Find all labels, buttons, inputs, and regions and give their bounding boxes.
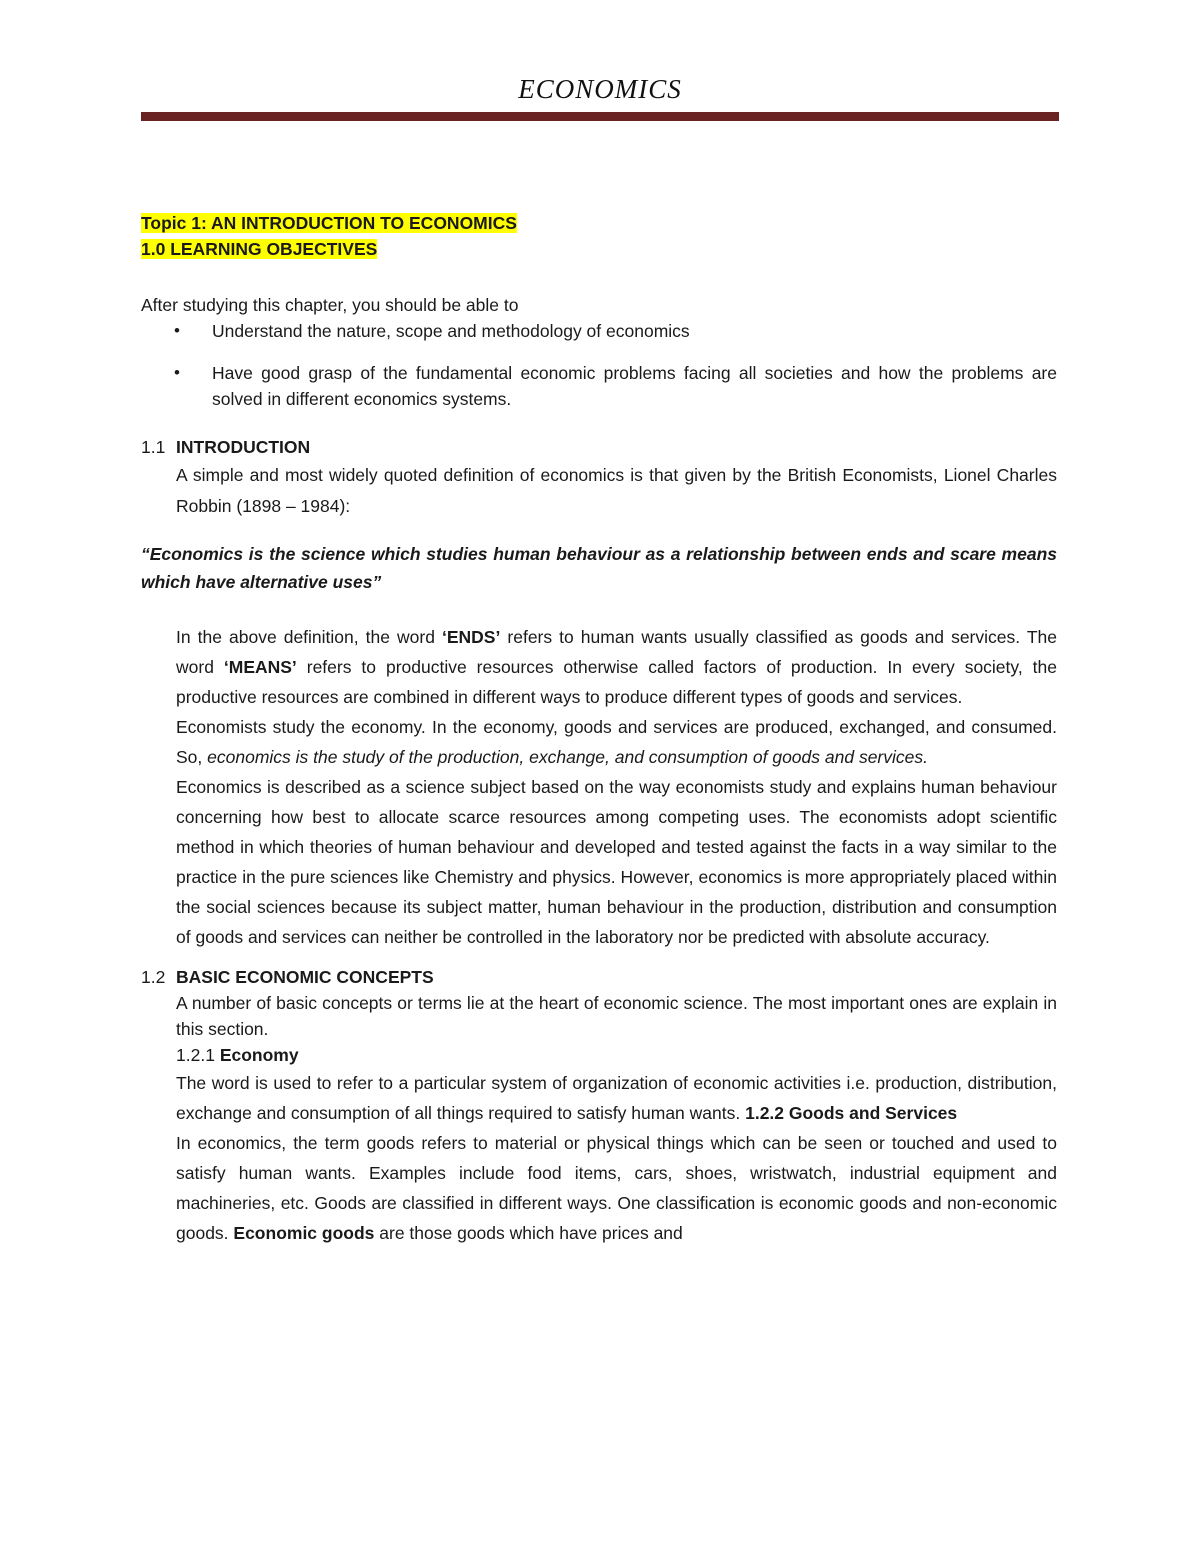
list-item xyxy=(141,360,1057,412)
subsection-economy-heading: 1.2.1 Economy xyxy=(176,1045,299,1065)
list-item xyxy=(141,318,1057,344)
topic-title: Topic 1: AN INTRODUCTION TO ECONOMICS xyxy=(141,213,517,233)
page-header-title: ECONOMICS xyxy=(518,74,682,104)
subsection-goods-heading: 1.2.2 Goods and Services xyxy=(745,1103,958,1123)
concepts-intro: A number of basic concepts or terms lie at the heart of economic science. The most important ones are explain in this section. xyxy=(176,993,1057,1039)
section-number: 1.1 xyxy=(141,437,166,457)
header-rule xyxy=(141,112,1059,121)
section-number: 1.2 xyxy=(141,967,166,987)
paragraph-economy-study: Economists study the economy. In the economy, goods and services are produced, exchanged, and consumed. So, economics is the study of the production, exchange, and consumption of goods and services. xyxy=(176,717,1057,767)
objective-text: Understand the nature, scope and methodology of economics xyxy=(212,321,690,341)
document-body xyxy=(141,210,1057,1248)
section-1-1-heading xyxy=(141,434,1057,460)
objectives-heading: 1.0 LEARNING OBJECTIVES xyxy=(141,239,378,259)
paragraph-science: Economics is described as a science subject based on the way economists study and explains human behaviour concerning how best to allocate scarce resources among competing uses. The economists adopt scientific method in which theories of human behaviour and developed and tested against the facts in a way similar to the practice in the pure sciences like Chemistry and physics. However, economics is more appropriately placed within the social sciences because its subject matter, human behaviour in the production, distribution and consumption of goods and services can neither be controlled in the laboratory nor be predicted with absolute accuracy. xyxy=(176,777,1057,947)
robbins-definition-quote: “Economics is the science which studies human behaviour as a relationship between ends and scare means which have alternative uses” xyxy=(141,544,1057,592)
objectives-list xyxy=(141,318,1057,412)
bullet-icon: • xyxy=(174,321,180,340)
section-title: INTRODUCTION xyxy=(176,437,311,457)
objective-text: Have good grasp of the fundamental economic problems facing all societies and how the problems are solved in different economics systems. xyxy=(212,363,1057,409)
section-1-2-heading xyxy=(141,964,1057,990)
objectives-intro: After studying this chapter, you should be able to xyxy=(141,295,519,315)
paragraph-economy-definition: The word is used to refer to a particular system of organization of economic activities i.e. production, distribution, exchange and consumption of all things required to satisfy human wants. 1.2.2 Goods and Services xyxy=(176,1073,1057,1123)
section-title: BASIC ECONOMIC CONCEPTS xyxy=(176,967,434,987)
paragraph-goods: In economics, the term goods refers to material or physical things which can be seen or touched and used to satisfy human wants. Examples include food items, cars, shoes, wristwatch, industrial equipment and machineries, etc. Goods are classified in different ways. One classification is economic goods and non-economic goods. Economic goods are those goods which have prices and xyxy=(176,1133,1057,1243)
bullet-icon: • xyxy=(174,363,180,382)
definition-intro: A simple and most widely quoted definition of economics is that given by the British Economists, Lionel Charles Robbin (1898 – 1984): xyxy=(176,465,1057,516)
paragraph-ends-means: In the above definition, the word ‘ENDS’ refers to human wants usually classified as goods and services. The word ‘MEANS’ refers to productive resources otherwise called factors of production. In every society, the productive resources are combined in different ways to produce different types of goods and services. xyxy=(176,627,1057,707)
